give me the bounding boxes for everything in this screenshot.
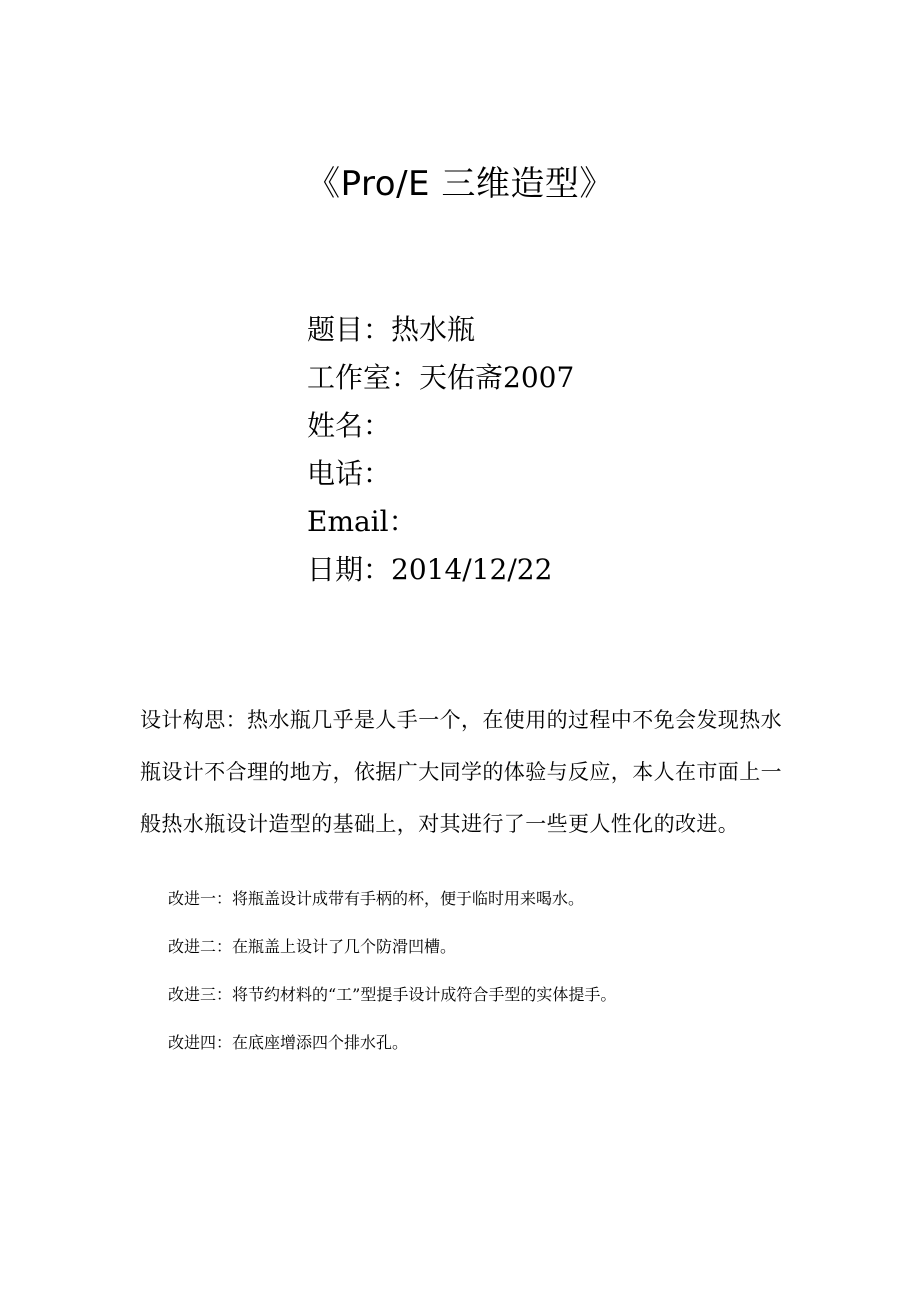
studio-name: 工作室：天佑斋2007 <box>307 361 575 394</box>
improvement-item: 改进一：将瓶盖设计成带有手柄的杯，便于临时用来喝水。 <box>168 889 585 908</box>
improvement-item: 改进四：在底座增添四个排水孔。 <box>168 1033 409 1052</box>
project-info-list <box>307 306 827 594</box>
improvement-item: 改进三：将节约材料的“工”型提手设计成符合手型的实体提手。 <box>168 985 617 1004</box>
name-field: 姓名： <box>307 409 392 442</box>
document-title: 《Pro/E 三维造型》 <box>306 164 614 204</box>
improvement-item: 改进二：在瓶盖上设计了几个防滑凹槽。 <box>168 937 457 956</box>
email-field: Email： <box>307 505 417 538</box>
design-concept-paragraph: 设计构思：热水瓶几乎是人手一个，在使用的过程中不免会发现热水瓶设计不合理的地方，依据广大同学的体验与反应，本人在市面上一般热水瓶设计造型的基础上，对其进行了一些更人性化的改进。 <box>140 708 782 836</box>
improvements-list <box>168 875 808 1067</box>
date-field: 日期：2014/12/22 <box>307 553 553 586</box>
phone-field: 电话： <box>307 457 392 490</box>
project-topic: 题目：热水瓶 <box>307 313 476 346</box>
